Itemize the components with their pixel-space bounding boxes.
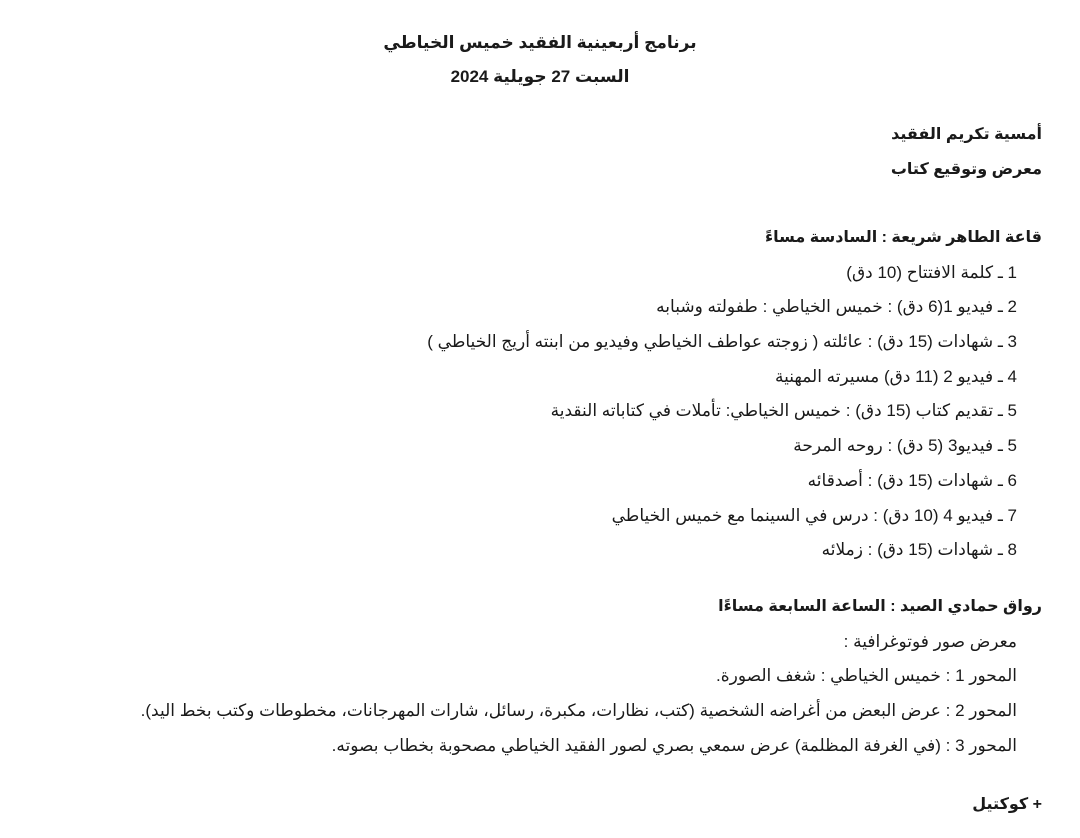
list-item: 7 ـ فيديو 4 (10 دق) : درس في السينما مع خميس الخياطي xyxy=(611,505,1017,525)
list-item: المحور 1 : خميس الخياطي : شغف الصورة. xyxy=(715,666,1017,686)
list-item: 8 ـ شهادات (15 دق) : زملائه xyxy=(821,540,1017,560)
cocktail-section xyxy=(32,788,1042,823)
list-item: المحور 2 : عرض البعض من أغراضه الشخصية (كتب، نظارات، مكبرة، رسائل، شارات المهرجانات، مخطوطات وكتب بخط اليد). xyxy=(140,701,1017,721)
list-item: 6 ـ شهادات (15 دق) : أصدقائه xyxy=(807,470,1017,490)
program-date: السبت 27 جويلية 2024 xyxy=(450,67,630,86)
list-item: 5 ـ فيديو3 (5 دق) : روحه المرحة xyxy=(793,436,1017,456)
program-title-block xyxy=(0,26,1080,94)
intro-section xyxy=(32,118,1042,187)
intro-line-exhibition: معرض وتوقيع كتاب xyxy=(890,160,1042,178)
list-item: معرض صور فوتوغرافية : xyxy=(843,631,1017,651)
cocktail-line: + كوكتيل xyxy=(972,796,1042,813)
list-item: 3 ـ شهادات (15 دق) : عائلته ( زوجته عواطف الخياطي وفيديو من ابنته أريج الخياطي ) xyxy=(427,332,1017,352)
list-item: 2 ـ فيديو 1(6 دق) : خميس الخياطي : طفولته وشبابه xyxy=(656,297,1017,317)
list-item: المحور 3 : (في الغرفة المظلمة) عرض سمعي بصري لصور الفقيد الخياطي مصحوبة بخطاب بصوته. xyxy=(331,735,1017,755)
hall-section xyxy=(32,221,1042,568)
list-item: 5 ـ تقديم كتاب (15 دق) : خميس الخياطي: تأملات في كتاباته النقدية xyxy=(550,401,1017,421)
hall-heading: قاعة الطاهر شريعة : السادسة مساءً xyxy=(764,229,1042,246)
list-item: 4 ـ فيديو 2 (11 دق) مسيرته المهنية xyxy=(775,366,1017,386)
intro-line-tribute: أمسية تكريم الفقيد xyxy=(891,126,1042,143)
rawaq-heading: رواق حمادي الصيد : الساعة السابعة مساءًا xyxy=(718,598,1042,615)
program-title: برنامج أربعينية الفقيد خميس الخياطي xyxy=(383,33,697,52)
list-item: 1 ـ كلمة الافتتاح (10 دق) xyxy=(846,262,1017,282)
rawaq-section xyxy=(32,590,1042,763)
